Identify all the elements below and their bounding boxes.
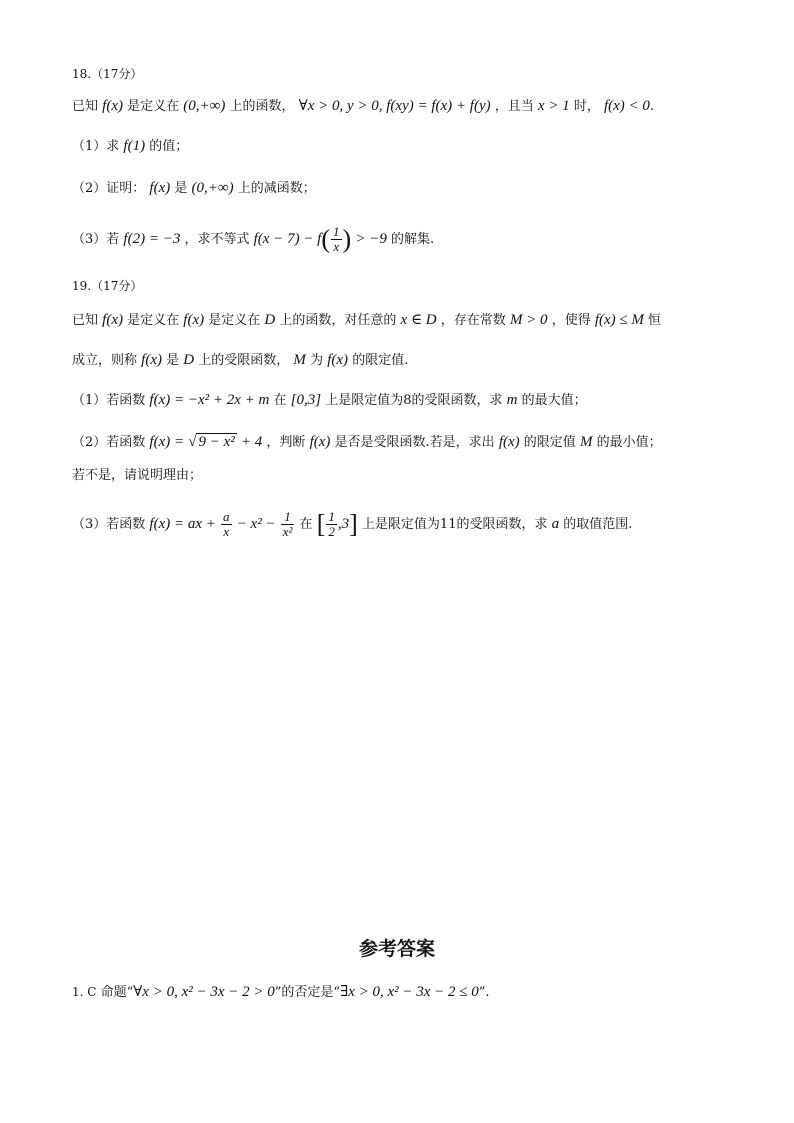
math-function-middle: − x² − bbox=[236, 516, 276, 532]
fraction-1-over-x2 bbox=[281, 510, 295, 539]
text: 是定义在 bbox=[208, 313, 261, 328]
paren-left: ( bbox=[321, 224, 331, 254]
text: （3）若 bbox=[72, 232, 120, 247]
text: 命题“ bbox=[100, 985, 134, 1000]
text: （3）若函数 bbox=[72, 517, 146, 532]
math-inequality-left: f(x − 7) − f bbox=[253, 231, 322, 247]
math-D: D bbox=[183, 352, 195, 368]
answer-label: 1. C bbox=[72, 985, 97, 999]
denominator: x bbox=[333, 239, 340, 254]
math-M: M bbox=[293, 352, 306, 368]
text: 时， bbox=[573, 99, 600, 114]
text: ，且当 bbox=[494, 99, 534, 114]
fraction-1-over-x bbox=[331, 225, 342, 254]
q18-part1 bbox=[72, 136, 188, 157]
math-domain: (0,+∞) bbox=[191, 180, 234, 196]
q19-stem-line2 bbox=[72, 350, 408, 371]
denominator: x² bbox=[282, 524, 293, 539]
math-fx: f(x) bbox=[141, 352, 162, 368]
text: （1）若函数 bbox=[72, 393, 146, 408]
math-fx: f(x) bbox=[183, 312, 205, 328]
math-f2: f(2) = −3 bbox=[123, 231, 181, 247]
denominator: 2 bbox=[328, 524, 335, 539]
q19-part1 bbox=[72, 390, 587, 411]
math-a: a bbox=[551, 516, 560, 532]
text: ，判断 bbox=[266, 435, 306, 450]
math-x-in-D: x ∈ D bbox=[400, 312, 437, 328]
bracket-left: [ bbox=[316, 509, 326, 539]
text: ，存在常数 bbox=[440, 313, 506, 328]
math-D: D bbox=[264, 312, 276, 328]
text: 是 bbox=[166, 353, 180, 368]
text: （2）证明： bbox=[72, 181, 146, 196]
q19-part2-line2: 若不是，请说明理由； bbox=[72, 468, 203, 483]
math-f1: f(1) bbox=[123, 138, 146, 154]
text: ”. bbox=[478, 985, 490, 1000]
math-function-left: f(x) = ax + bbox=[149, 516, 216, 532]
q19-part3 bbox=[72, 504, 632, 545]
text: ，求不等式 bbox=[184, 232, 250, 247]
q19-part2 bbox=[72, 432, 662, 453]
fraction-a-over-x bbox=[221, 510, 232, 539]
text: 上是限定值为11的受限函数，求 bbox=[361, 517, 548, 532]
math-fx: f(x) bbox=[102, 98, 123, 114]
answer-1 bbox=[72, 982, 490, 1003]
math-negation: ∃x > 0, x² − 3x − 2 ≤ 0 bbox=[340, 984, 479, 1000]
math-function: f(x) = −x² + 2x + m bbox=[149, 392, 270, 408]
text: . bbox=[649, 99, 655, 114]
math-fx: f(x) bbox=[498, 434, 520, 450]
text: 在 bbox=[273, 393, 287, 408]
text: 的限定值 bbox=[523, 435, 576, 450]
math-fx: f(x) bbox=[102, 312, 123, 328]
math-domain: (0,+∞) bbox=[183, 98, 226, 114]
text: ”的否定是“ bbox=[274, 985, 341, 1000]
math-condition: ∀x > 0, y > 0, f(xy) = f(x) + f(y) bbox=[298, 98, 491, 114]
text: 已知 bbox=[72, 313, 99, 328]
text: 的最大值； bbox=[521, 393, 587, 408]
math-m: m bbox=[506, 392, 518, 408]
text: 为 bbox=[310, 353, 324, 368]
text: 是定义在 bbox=[127, 99, 180, 114]
q18-part3 bbox=[72, 222, 434, 257]
math-inequality-right: > −9 bbox=[355, 231, 387, 247]
answers-title: 参考答案 bbox=[358, 938, 435, 960]
text: 的最小值； bbox=[596, 435, 662, 450]
text: 成立，则称 bbox=[72, 353, 138, 368]
q19-stem-line1 bbox=[72, 310, 661, 331]
text: 是定义在 bbox=[127, 313, 180, 328]
numerator: 1 bbox=[281, 510, 295, 525]
math-function-right: + 4 bbox=[240, 434, 263, 450]
numerator: a bbox=[223, 509, 230, 524]
text: 的限定值. bbox=[352, 353, 409, 368]
text: 的解集. bbox=[390, 232, 435, 247]
math-M: M bbox=[579, 434, 593, 450]
text: （2）若函数 bbox=[72, 435, 146, 450]
text: ，使得 bbox=[551, 313, 591, 328]
q18-part2 bbox=[72, 178, 316, 199]
text: 上的减函数； bbox=[237, 181, 316, 196]
paren-right: ) bbox=[342, 224, 352, 254]
math-fx: f(x) bbox=[149, 180, 171, 196]
numerator: 1 bbox=[333, 224, 340, 239]
text: 的值； bbox=[149, 139, 189, 154]
math-fx-negative: f(x) < 0 bbox=[603, 98, 650, 114]
numerator: 1 bbox=[328, 509, 335, 524]
q18-stem bbox=[72, 96, 654, 117]
text: 已知 bbox=[72, 99, 99, 114]
math-bound: f(x) ≤ M bbox=[594, 312, 644, 328]
sqrt-symbol: √ bbox=[188, 434, 197, 450]
text: 的取值范围. bbox=[563, 517, 633, 532]
q18-header: 18.（17分） bbox=[72, 67, 143, 81]
math-function-left: f(x) = bbox=[149, 434, 185, 450]
text: 上的函数， bbox=[229, 99, 295, 114]
math-M-positive: M > 0 bbox=[509, 312, 548, 328]
q19-header: 19.（17分） bbox=[72, 279, 143, 293]
bracket-right: ] bbox=[349, 509, 358, 539]
denominator: x bbox=[223, 524, 230, 539]
math-proposition: ∀x > 0, x² − 3x − 2 > 0 bbox=[133, 984, 275, 1000]
math-fx: f(x) bbox=[309, 434, 331, 450]
text: 上是限定值为8的受限函数，求 bbox=[325, 393, 503, 408]
text: 上的函数，对任意的 bbox=[279, 313, 397, 328]
text: 上的受限函数， bbox=[198, 353, 290, 368]
text: 是 bbox=[174, 181, 188, 196]
math-interval-end: ,3 bbox=[337, 516, 350, 532]
math-radicand: 9 − x² bbox=[198, 434, 235, 450]
math-fx: f(x) bbox=[327, 352, 349, 368]
text: 恒 bbox=[648, 313, 662, 328]
fraction-1-over-2 bbox=[326, 510, 337, 539]
text: 是否是受限函数.若是，求出 bbox=[334, 435, 495, 450]
text: （1）求 bbox=[72, 139, 120, 154]
math-x-gt-1: x > 1 bbox=[537, 98, 570, 114]
math-interval: [0,3] bbox=[290, 392, 322, 408]
text: 在 bbox=[299, 517, 313, 532]
